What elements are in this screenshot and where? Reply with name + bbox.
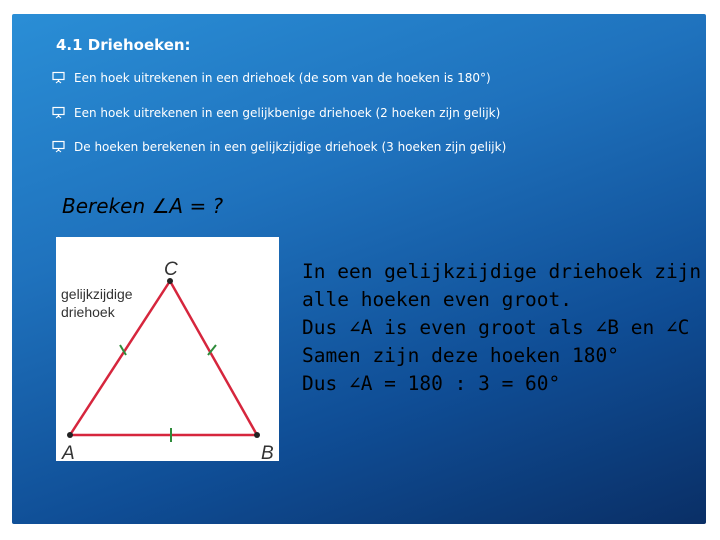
bullet-text: Een hoek uitrekenen in een gelijkbenige driehoek (2 hoeken zijn gelijk) bbox=[74, 105, 501, 120]
bullet-item bbox=[52, 71, 692, 86]
bullet-item bbox=[52, 140, 692, 155]
vertex-label-b: B bbox=[261, 443, 274, 461]
vertex-label-c: C bbox=[164, 259, 178, 280]
vertex-label-a: A bbox=[62, 443, 75, 461]
bullet-list bbox=[52, 71, 692, 175]
slide-title: 4.1 Driehoeken: bbox=[56, 36, 191, 54]
bullet-text: De hoeken berekenen in een gelijkzijdige driehoek (3 hoeken zijn gelijk) bbox=[74, 140, 507, 154]
explanation-line: alle hoeken even groot. bbox=[302, 288, 573, 311]
presentation-board-icon bbox=[52, 140, 68, 157]
explanation-line: In een gelijkzijdige driehoek zijn bbox=[302, 260, 702, 283]
bullet-item bbox=[52, 106, 692, 121]
explanation-line: Samen zijn deze hoeken 180° bbox=[302, 344, 619, 367]
presentation-board-icon bbox=[52, 71, 68, 88]
question-text: Bereken ∠A = ? bbox=[62, 194, 224, 218]
explanation-line: Dus ∠A = 180 : 3 = 60° bbox=[302, 372, 561, 395]
vertex-dot-a bbox=[67, 432, 73, 438]
presentation-board-icon bbox=[52, 106, 68, 123]
bullet-text: Een hoek uitrekenen in een driehoek (de som van de hoeken is 180°) bbox=[74, 71, 491, 85]
slide bbox=[12, 14, 706, 524]
triangle-figure bbox=[56, 237, 279, 461]
figure-label-line1: gelijkzijdige bbox=[61, 286, 133, 302]
explanation-block bbox=[302, 258, 701, 398]
explanation-line: Dus ∠A is even groot als ∠B en ∠C bbox=[302, 316, 690, 339]
triangle-diagram bbox=[56, 237, 279, 461]
figure-label-line2: driehoek bbox=[61, 304, 115, 320]
vertex-dot-b bbox=[254, 432, 260, 438]
